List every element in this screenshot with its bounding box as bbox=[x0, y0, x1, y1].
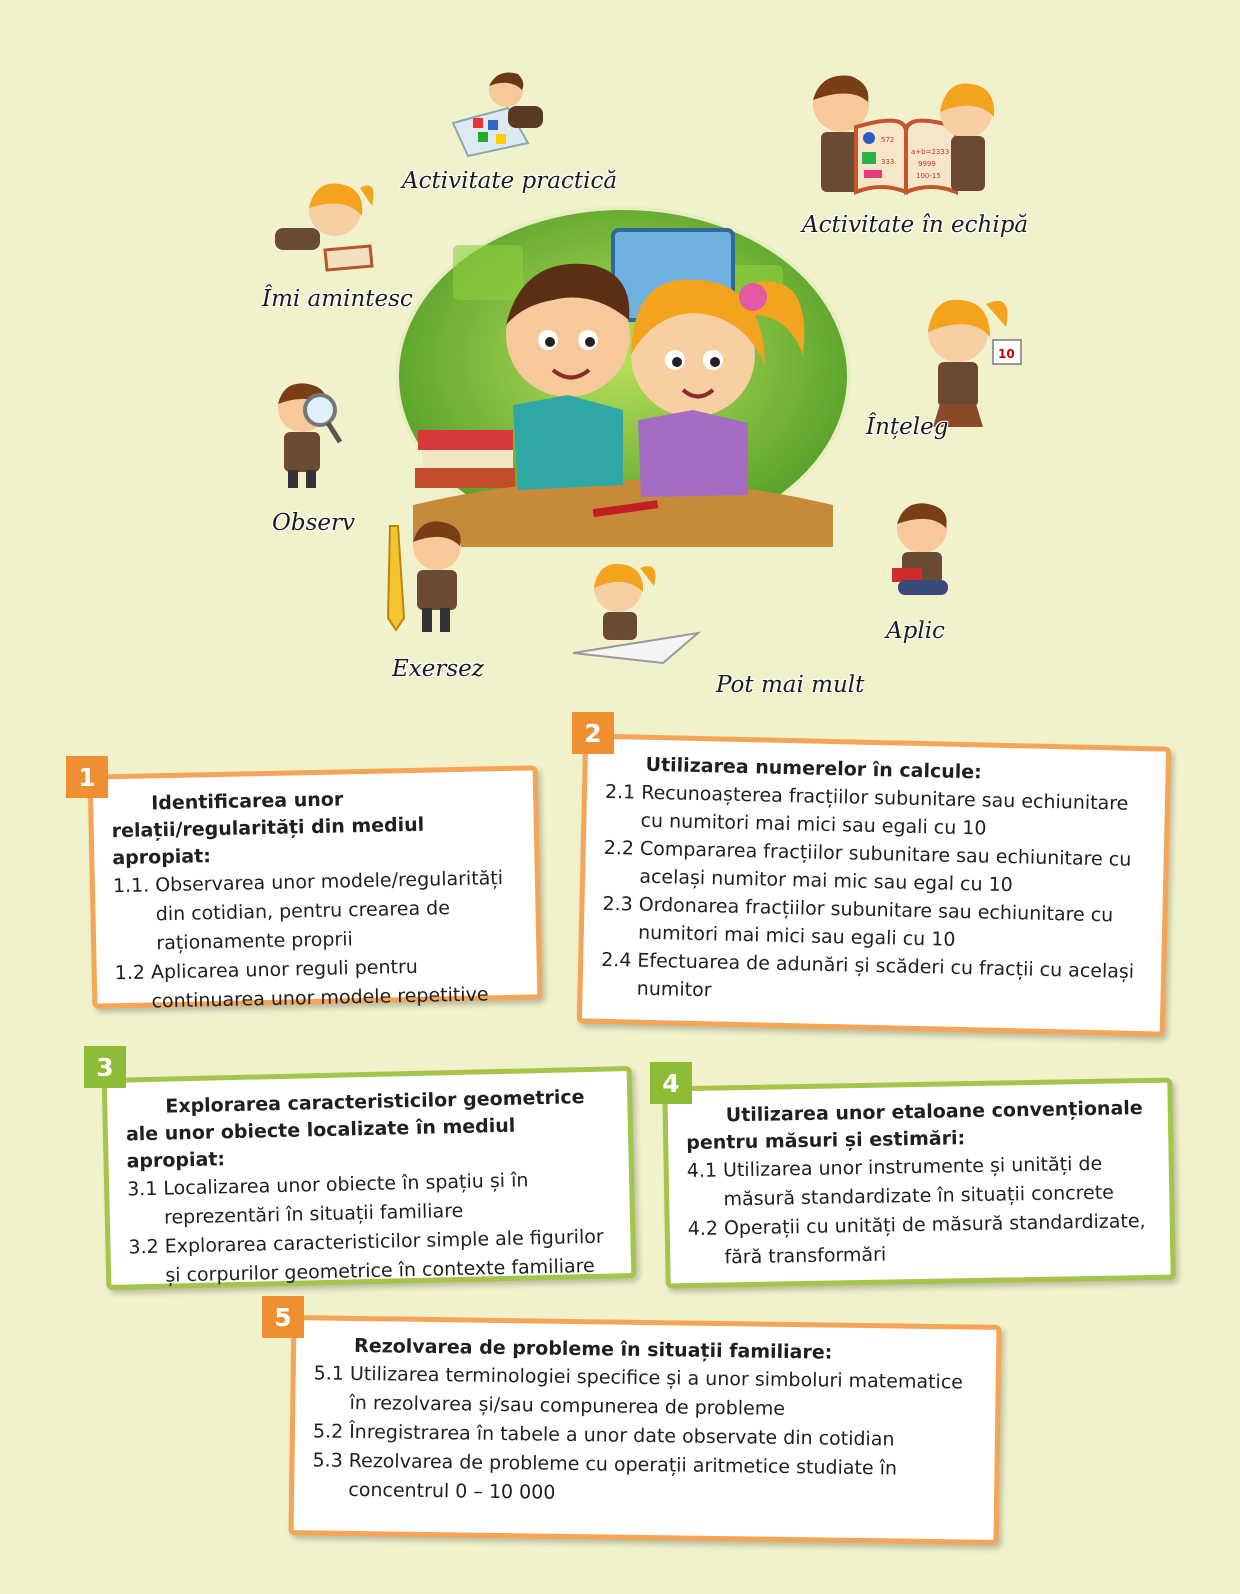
card-number-badge: 5 bbox=[262, 1296, 304, 1338]
card-title: Explorarea caracteristicilor geometrice ale unor obiecte localizate în mediul apropiat: bbox=[125, 1086, 585, 1173]
card-item: 2.2 Compararea fracțiilor subunitare sau echiunitare cu același numitor mai mic sau egal cu 10 bbox=[603, 836, 1132, 897]
activity-label-observe: Observ bbox=[272, 510, 355, 536]
kid-observe-illustration bbox=[270, 380, 345, 490]
kid-remember-illustration bbox=[270, 178, 380, 273]
kid-more-illustration bbox=[568, 558, 703, 668]
kid-apply-illustration bbox=[880, 500, 960, 600]
book-figure-9999: 9999 bbox=[918, 160, 936, 168]
competence-card-3 bbox=[102, 1066, 637, 1290]
book-figure-subtraction: 100-15 bbox=[916, 172, 941, 180]
competence-card-2 bbox=[577, 733, 1171, 1036]
card-number-badge: 2 bbox=[572, 712, 614, 754]
activity-label-team: Activitate în echipă bbox=[802, 212, 1029, 238]
card-item: 5.1 Utilizarea terminologiei specifice și a unor simboluri matematice în rezolvarea și/sau compunerea de probleme bbox=[313, 1362, 964, 1420]
card-number-badge: 4 bbox=[650, 1062, 692, 1104]
book-figure-572: 572 bbox=[881, 136, 895, 144]
card-item: 4.1 Utilizarea unor instrumente și unități de măsură standardizate în situații concrete bbox=[686, 1152, 1115, 1211]
kid-team-activity-illustration bbox=[806, 72, 1006, 200]
activity-label-more: Pot mai mult bbox=[716, 672, 865, 698]
calendar-number: 10 bbox=[998, 347, 1015, 361]
book-figure-equation: a+b=2333 bbox=[911, 148, 950, 156]
activity-label-remember: Îmi amintesc bbox=[262, 286, 413, 312]
activity-label-practical: Activitate practică bbox=[402, 168, 618, 194]
kid-exercise-illustration bbox=[382, 518, 472, 638]
card-item: 4.2 Operații cu unități de măsură standardizate, fără transformări bbox=[687, 1210, 1146, 1269]
card-title: Rezolvarea de probleme în situații familiare: bbox=[353, 1334, 833, 1364]
competence-card-1 bbox=[88, 765, 543, 1013]
book-figure-333: 333 bbox=[881, 158, 895, 166]
card-item: 3.2 Explorarea caracteristicilor simple ale figurilor și corpurilor geometrice în contexte familiare bbox=[128, 1225, 604, 1287]
card-item: 3.1 Localizarea unor obiecte în spațiu și în reprezentări în situații familiare bbox=[126, 1169, 529, 1229]
card-number-badge: 1 bbox=[66, 756, 108, 798]
competence-card-4 bbox=[662, 1078, 1175, 1289]
center-illustration-reading-kids bbox=[393, 205, 853, 547]
card-item: 2.4 Efectuarea de adunări și scăderi cu fracții cu același numitor bbox=[600, 948, 1135, 1002]
card-item: 1.1. Observarea unor modele/regularități din cotidian, pentru crearea de raționamente proprii bbox=[112, 867, 504, 955]
activity-label-apply: Aplic bbox=[886, 618, 945, 644]
card-item: 2.1 Recunoașterea fracțiilor subunitare sau echiunitare cu numitori mai mici sau egali cu 10 bbox=[604, 780, 1129, 840]
kid-practical-activity-illustration bbox=[448, 68, 558, 158]
card-title: Identificarea unor relații/regularități din mediul apropiat: bbox=[111, 788, 425, 870]
card-number-badge: 3 bbox=[84, 1046, 126, 1088]
card-item: 2.3 Ordonarea fracțiilor subunitare sau echiunitare cu numitori mai mici sau egali cu 10 bbox=[602, 892, 1114, 951]
activity-label-exercise: Exersez bbox=[392, 656, 484, 682]
activity-label-understand: Înțeleg bbox=[866, 414, 949, 440]
card-item: 1.2 Aplicarea unor reguli pentru continuarea unor modele repetitive bbox=[114, 955, 489, 1013]
card-title: Utilizarea numerelor în calcule: bbox=[645, 753, 983, 784]
card-item: 5.3 Rezolvarea de probleme cu operații aritmetice studiate în concentrul 0 – 10 000 bbox=[312, 1449, 898, 1504]
card-item: 5.2 Înregistrarea în tabele a unor date observate din cotidian bbox=[312, 1420, 895, 1451]
card-title: Utilizarea unor etaloane convenționale pentru măsuri și estimări: bbox=[686, 1097, 1143, 1155]
competence-card-5 bbox=[288, 1315, 1001, 1545]
